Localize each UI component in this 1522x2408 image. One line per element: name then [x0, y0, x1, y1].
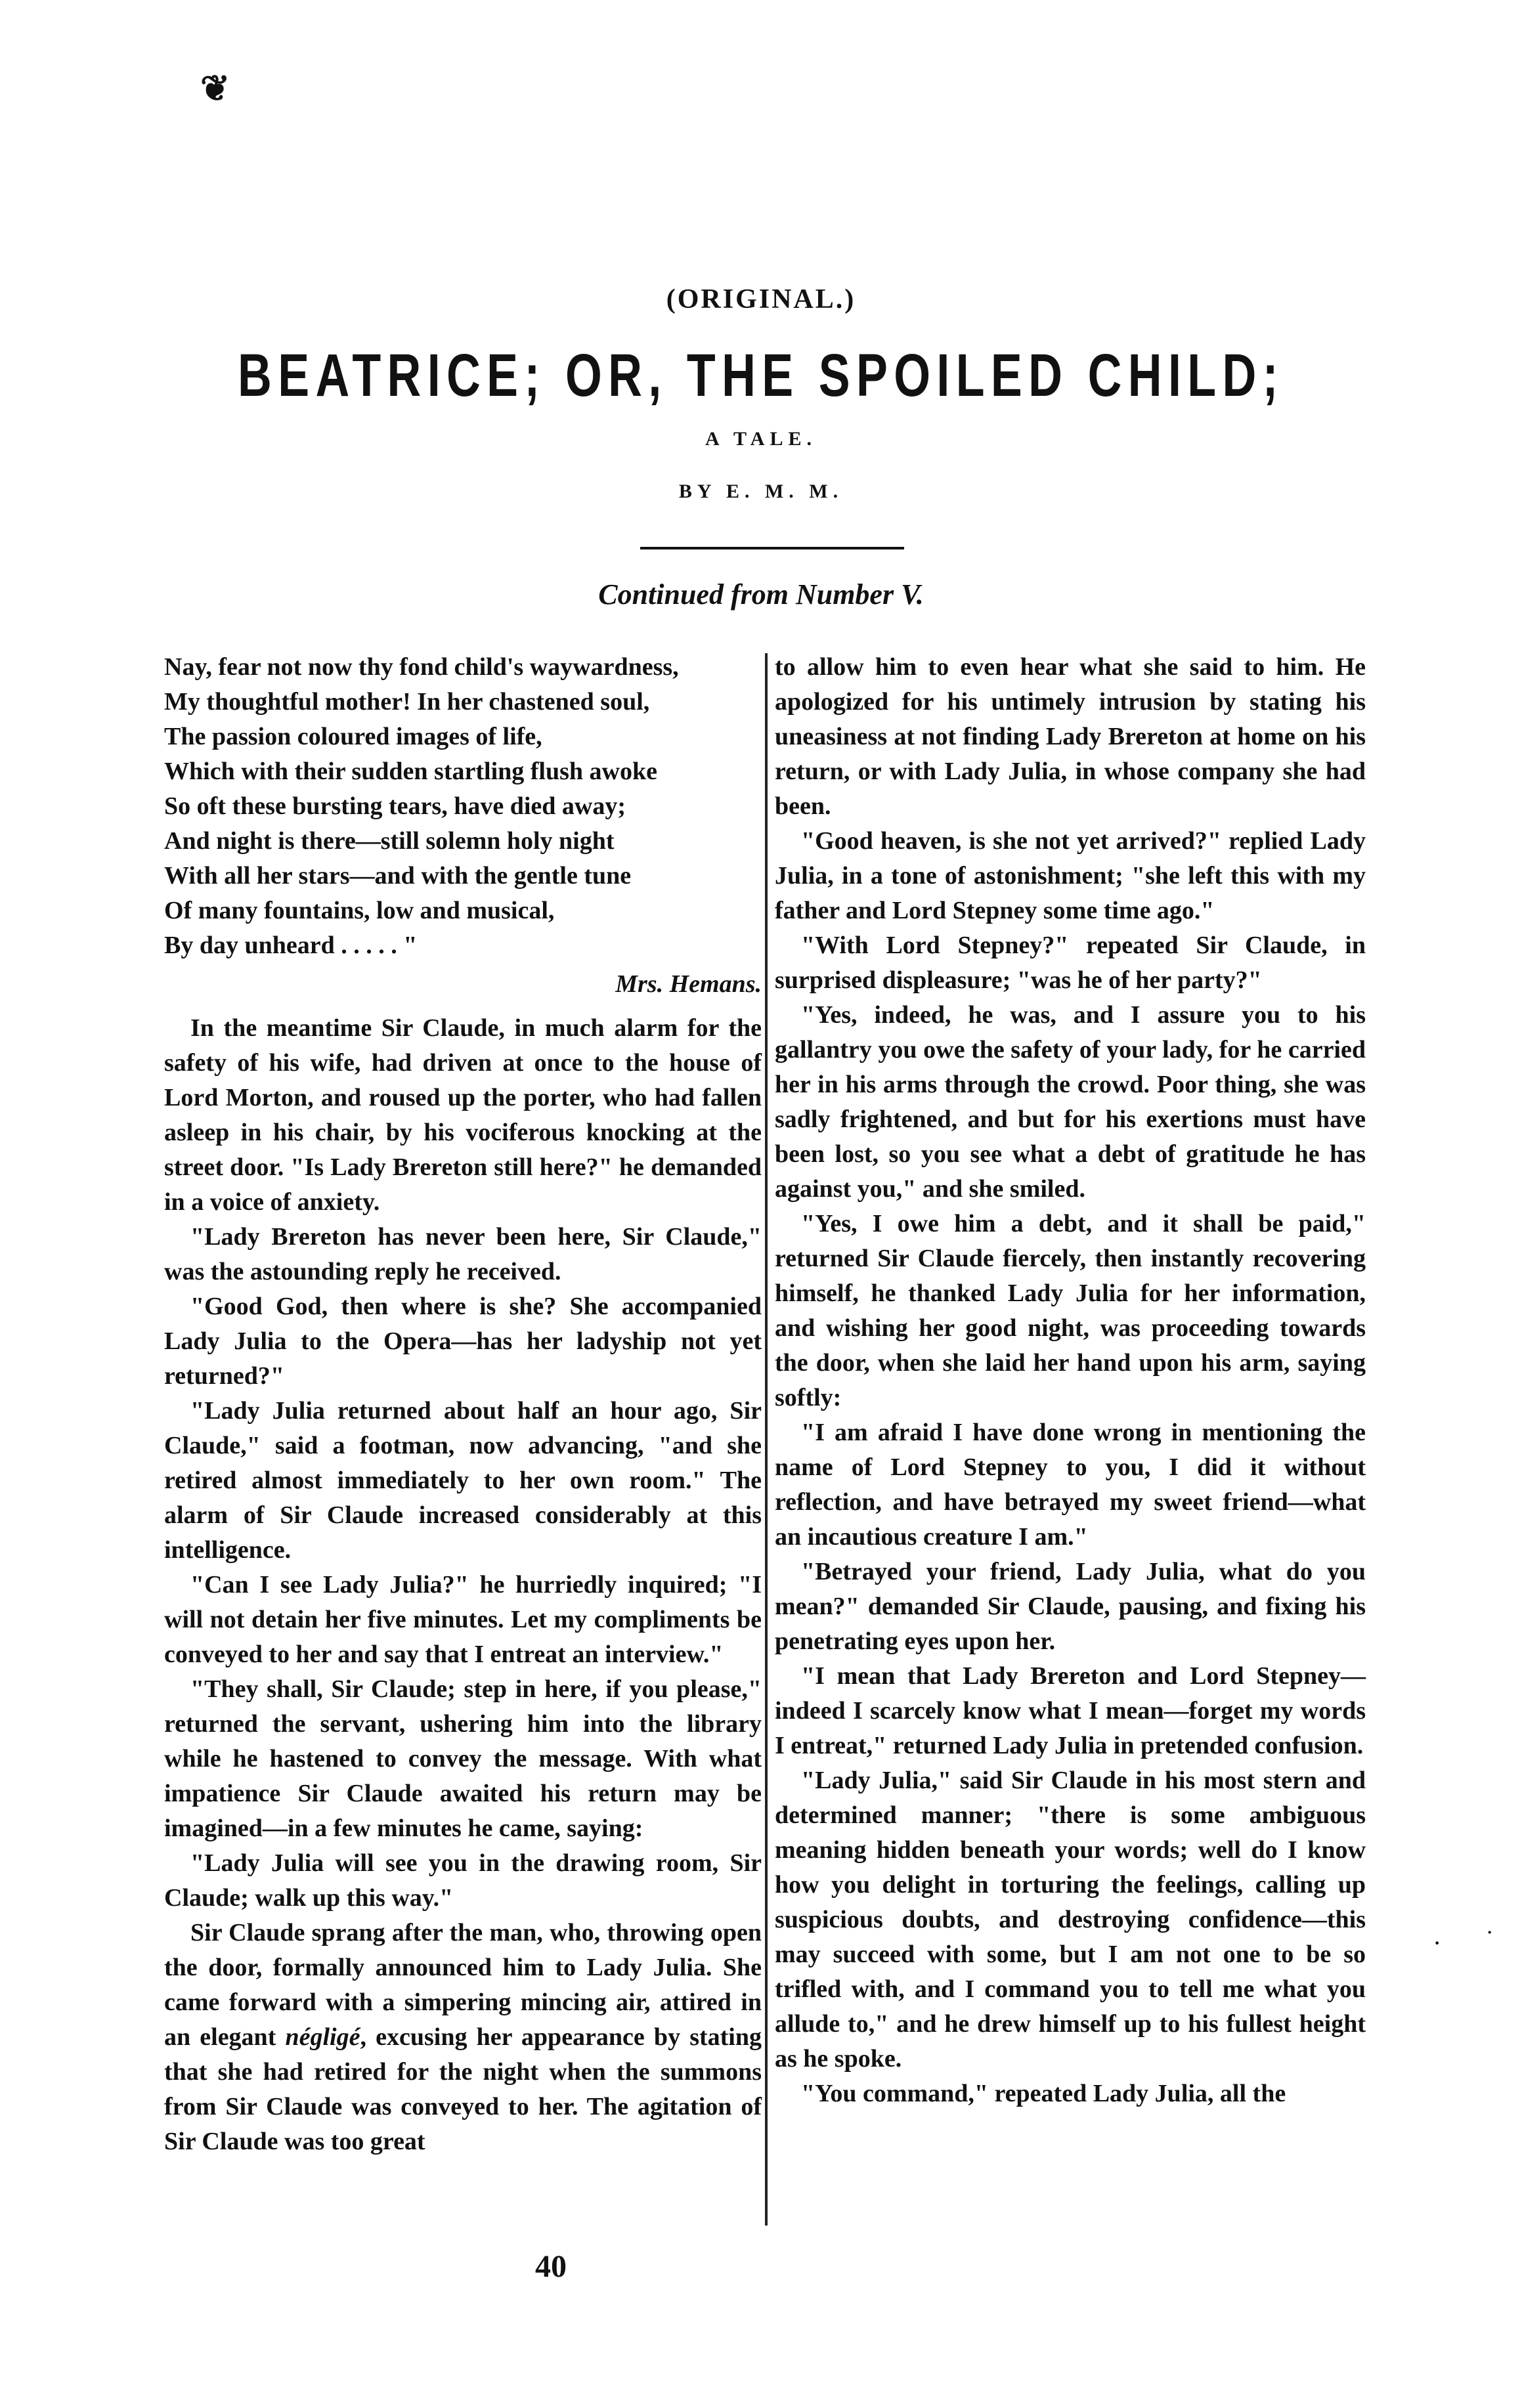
- page-number: 40: [535, 2249, 567, 2284]
- body-paragraph: [164, 1916, 762, 2159]
- body-paragraph: "They shall, Sir Claude; step in here, if you please," returned the servant, ushering him into the library while he hastened to convey the message. With what impatience Sir Claude awaited his return may be imagined—in a few minutes he came, saying:: [164, 1675, 762, 1842]
- body-paragraph: to allow him to even hear what she said to him. He apologized for his untimely intrusion by stating his uneasiness at not finding Lady Brereton at home on his return, or with Lady Julia, in whose company she had been.: [775, 653, 1366, 820]
- paragraph-text: Sir Claude sprang after the man, who, throwing open the door, formally announced him to Lady Julia. She came forward with a simpering mincing air, attired in an elegant: [164, 1919, 762, 2051]
- poem-line: By day unheard . . . . . ": [164, 932, 418, 959]
- italic-word: négligé: [285, 2023, 360, 2051]
- body-paragraph: "Good heaven, is she not yet arrived?" replied Lady Julia, in a tone of astonishment; "she left this with my father and Lord Stepney some time ago.": [775, 827, 1366, 924]
- paragraph-text: , excusing her appearance by stating that she had retired for the night when the summons from Sir Claude was conveyed to her. The agitation of Sir Claude was too great: [164, 2023, 762, 2155]
- poem-line: Which with their sudden startling flush awoke: [164, 758, 657, 785]
- printer-mark: ❦: [200, 69, 230, 108]
- body-paragraph: "Lady Julia," said Sir Claude in his most stern and determined manner; "there is some ambiguous meaning hidden beneath your words; well do I know how you delight in torturing the feelings, calling up suspicious doubts, and destroying confidence—this may succeed with some, but I am not one to be so trifled with, and I command you to tell me what you allude to," and he drew himself up to his fullest height as he spoke.: [775, 1767, 1366, 2073]
- body-paragraph: "Lady Julia returned about half an hour ago, Sir Claude," said a footman, now advancing, "and she retired almost immediately to her own room." The alarm of Sir Claude increased considerably at this intelligence.: [164, 1397, 762, 1564]
- article-title: BEATRICE; OR, THE SPOILED CHILD;: [238, 342, 1284, 409]
- right-column: [775, 650, 1366, 2111]
- ink-speck: ˙: [1485, 1925, 1494, 1954]
- body-paragraph: "Yes, indeed, he was, and I assure you to his gallantry you owe the safety of your lady, for he carried her in his arms through the crowd. Poor thing, she was sadly frightened, and but for his exertions must have been lost, so you see what a debt of gratitude he has against you," and she smiled.: [775, 1001, 1366, 1203]
- author-byline: BY E. M. M.: [678, 481, 844, 502]
- poem-line: So oft these bursting tears, have died away;: [164, 792, 626, 820]
- body-paragraph: In the meantime Sir Claude, in much alarm for the safety of his wife, had driven at once to the house of Lord Morton, and roused up the porter, who had fallen asleep in his chair, by his vociferous knocking at the street door. "Is Lady Brereton still here?" he demanded in a voice of anxiety.: [164, 1014, 762, 1216]
- poem-line: Nay, fear not now thy fond child's waywardness,: [164, 653, 679, 681]
- poem-line: And night is there—still solemn holy night: [164, 827, 615, 855]
- title-rule: [640, 547, 904, 549]
- body-paragraph: "Good God, then where is she? She accompanied Lady Julia to the Opera—has her ladyship not yet returned?": [164, 1293, 762, 1390]
- body-paragraph: "You command," repeated Lady Julia, all the: [801, 2080, 1286, 2107]
- poem-line: The passion coloured images of life,: [164, 723, 542, 750]
- left-column: [164, 650, 762, 2159]
- body-paragraph: "Yes, I owe him a debt, and it shall be paid," returned Sir Claude fiercely, then instantly recovering himself, he thanked Lady Julia for her information, and wishing her good night, was proceeding towards the door, when she laid her hand upon his arm, saying softly:: [775, 1210, 1366, 1411]
- poem-attribution: Mrs. Hemans.: [615, 970, 762, 998]
- body-paragraph: "I am afraid I have done wrong in mentioning the name of Lord Stepney to you, I did it without reflection, and have betrayed my sweet friend—what an incautious creature I am.": [775, 1419, 1366, 1551]
- poem-line: My thoughtful mother! In her chastened soul,: [164, 688, 650, 716]
- body-paragraph: "I mean that Lady Brereton and Lord Stepney—indeed I scarcely know what I mean—forget my words I entreat," returned Lady Julia in pretended confusion.: [775, 1662, 1366, 1759]
- continued-note: Continued from Number V.: [598, 578, 924, 611]
- poem-line: With all her stars—and with the gentle tune: [164, 862, 632, 890]
- poem-line: Of many fountains, low and musical,: [164, 897, 555, 924]
- ink-speck: ·: [1433, 1928, 1442, 1958]
- article-subtitle: A TALE.: [705, 428, 817, 450]
- body-paragraph: "Can I see Lady Julia?" he hurriedly inquired; "I will not detain her five minutes. Let my compliments be conveyed to her and say that I entreat an interview.": [164, 1571, 762, 1668]
- origin-label: (ORIGINAL.): [666, 284, 856, 314]
- column-divider: [765, 653, 768, 2225]
- epigraph-poem: [164, 650, 762, 1002]
- body-paragraph: "Lady Brereton has never been here, Sir Claude," was the astounding reply he received.: [164, 1223, 762, 1285]
- body-paragraph: "Lady Julia will see you in the drawing room, Sir Claude; walk up this way.": [164, 1849, 762, 1912]
- body-paragraph: "With Lord Stepney?" repeated Sir Claude, in surprised displeasure; "was he of her party?": [775, 932, 1366, 994]
- body-paragraph: "Betrayed your friend, Lady Julia, what do you mean?" demanded Sir Claude, pausing, and fixing his penetrating eyes upon her.: [775, 1558, 1366, 1655]
